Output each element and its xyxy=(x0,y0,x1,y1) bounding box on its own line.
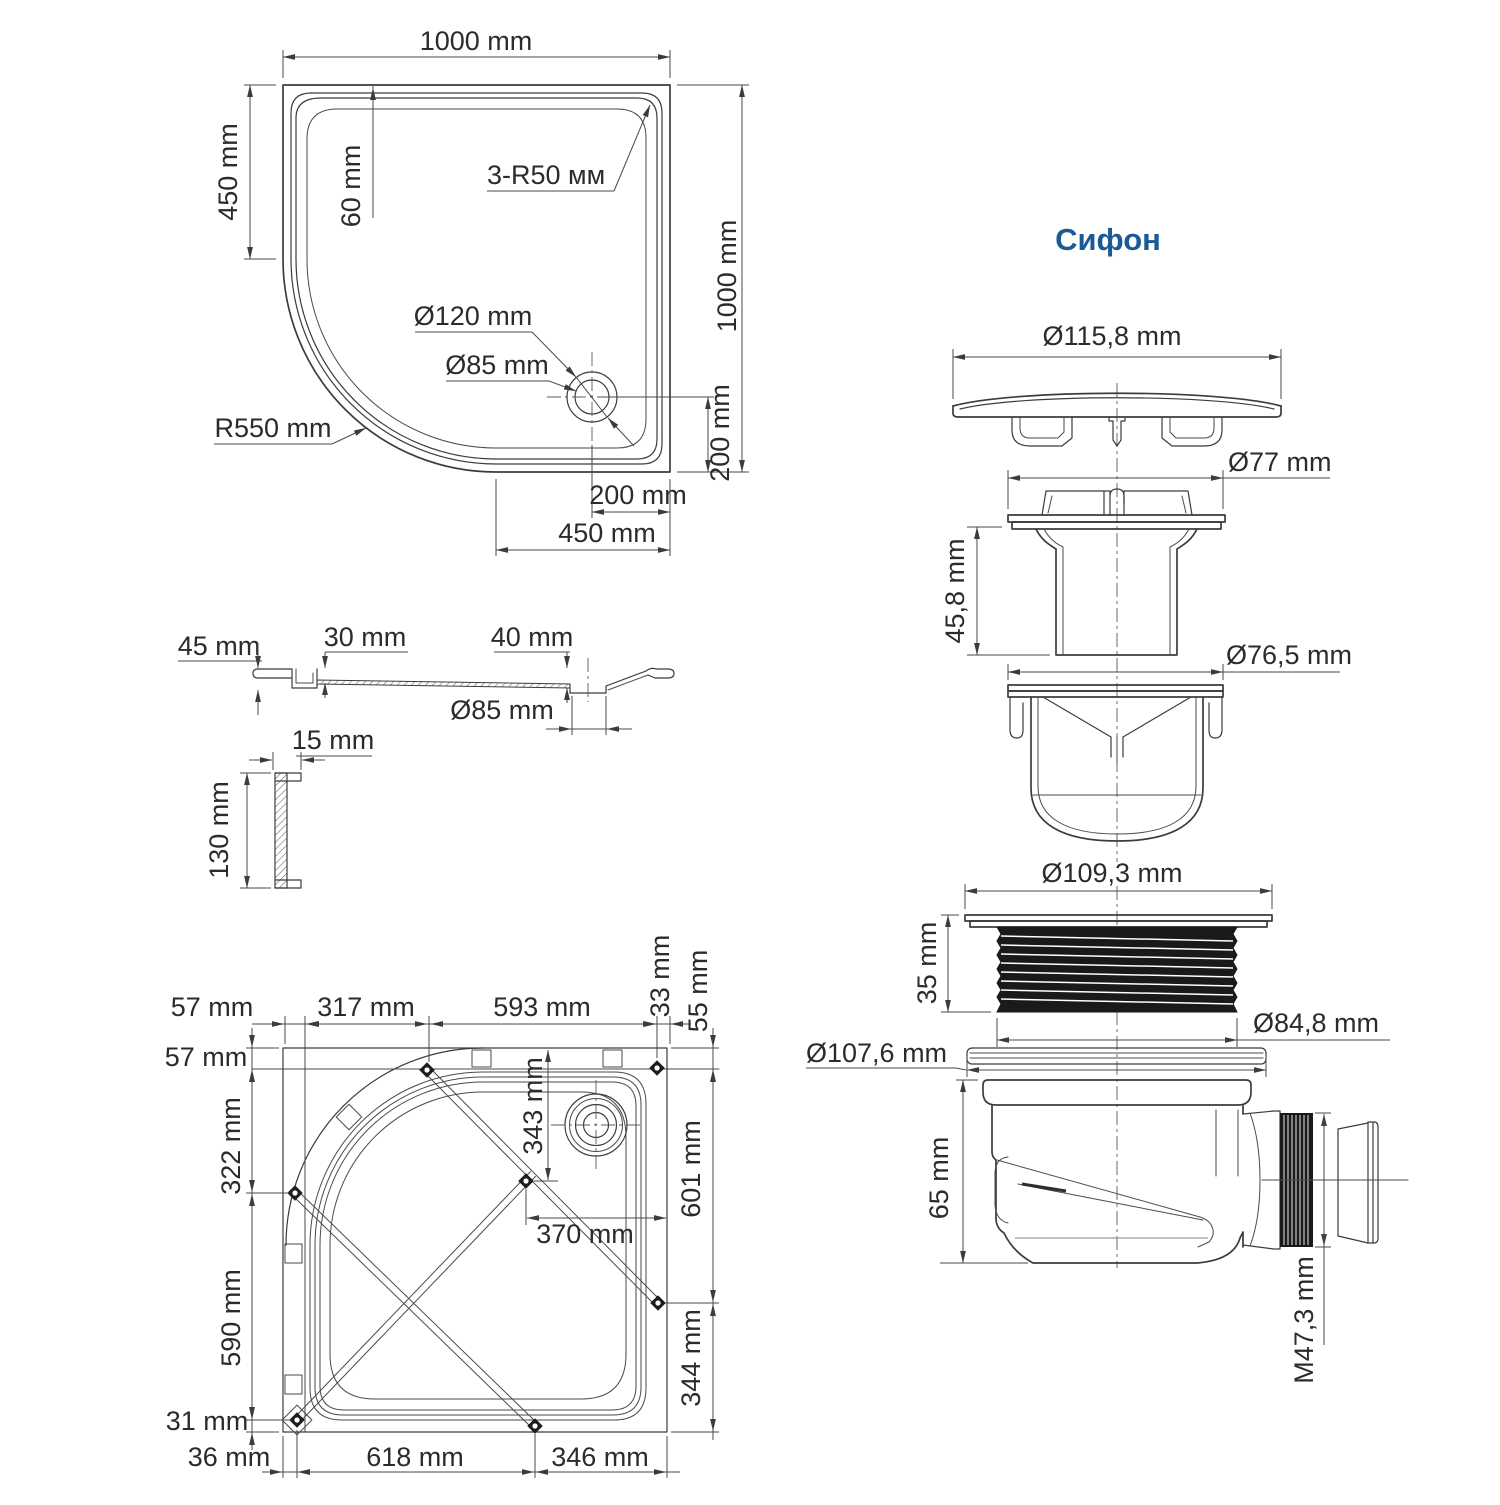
dim-cap-dia: Ø115,8 mm xyxy=(1042,321,1182,351)
dim-frame-right-344: 344 mm xyxy=(676,1309,706,1407)
dim-frame-top-317: 317 mm xyxy=(317,992,415,1022)
dim-frame-left-322: 322 mm xyxy=(216,1097,246,1195)
dim-ring-height: 35 mm xyxy=(912,921,942,1005)
dim-panel-130: 130 mm xyxy=(204,781,234,879)
dim-frame-left-31: 31 mm xyxy=(165,1406,249,1436)
dim-body-height: 65 mm xyxy=(924,1136,954,1220)
dim-frame-top-33: 33 mm xyxy=(645,934,675,1018)
dim-frame-bottom-346: 346 mm xyxy=(551,1442,649,1472)
dim-drain-offset-v: 200 mm xyxy=(705,384,735,482)
dim-frame-left-57: 57 mm xyxy=(164,1042,248,1072)
dim-ring-inner-dia: Ø84,8 mm xyxy=(1253,1008,1380,1038)
dim-cup-dia: Ø76,5 mm xyxy=(1226,640,1353,670)
dim-frame-top-55: 55 mm xyxy=(683,949,713,1033)
label-corner-radius: 3-R50 мм xyxy=(487,160,606,190)
dim-strainer-dia: Ø77 mm xyxy=(1228,447,1332,477)
siphon-title: Сифон xyxy=(1055,222,1161,257)
dim-bottom-450: 450 mm xyxy=(558,518,656,548)
dim-ring-dia: Ø109,3 mm xyxy=(1041,858,1183,888)
dim-profile-30: 30 mm xyxy=(323,622,407,652)
label-drain-inner: Ø85 mm xyxy=(445,350,549,380)
dim-outlet-thread: M47,3 mm xyxy=(1289,1256,1319,1384)
dim-side-450: 450 mm xyxy=(213,123,243,221)
dim-frame-370: 370 mm xyxy=(536,1219,634,1249)
label-arc-radius: R550 mm xyxy=(214,413,332,443)
dim-top-width: 1000 mm xyxy=(419,26,533,56)
dim-rim-60: 60 mm xyxy=(336,144,366,228)
dim-drain-offset-h: 200 mm xyxy=(589,480,687,510)
dim-frame-left-590: 590 mm xyxy=(216,1269,246,1367)
dim-profile-45: 45 mm xyxy=(177,631,261,661)
label-drain-outer: Ø120 mm xyxy=(413,301,533,331)
dim-frame-top-593: 593 mm xyxy=(493,992,591,1022)
dim-frame-top-57: 57 mm xyxy=(170,992,254,1022)
dim-height-1000: 1000 mm xyxy=(712,219,742,333)
dim-panel-15: 15 mm xyxy=(291,725,375,755)
dim-strainer-height: 45,8 mm xyxy=(940,538,970,644)
dim-body-dia: Ø107,6 mm xyxy=(806,1038,948,1068)
dim-frame-bottom-618: 618 mm xyxy=(366,1442,464,1472)
dim-frame-bottom-36: 36 mm xyxy=(187,1442,271,1472)
dim-profile-drain-dia: Ø85 mm xyxy=(450,695,554,725)
dim-frame-right-601: 601 mm xyxy=(676,1120,706,1218)
dim-profile-40: 40 mm xyxy=(490,622,574,652)
dim-frame-343: 343 mm xyxy=(518,1057,548,1155)
